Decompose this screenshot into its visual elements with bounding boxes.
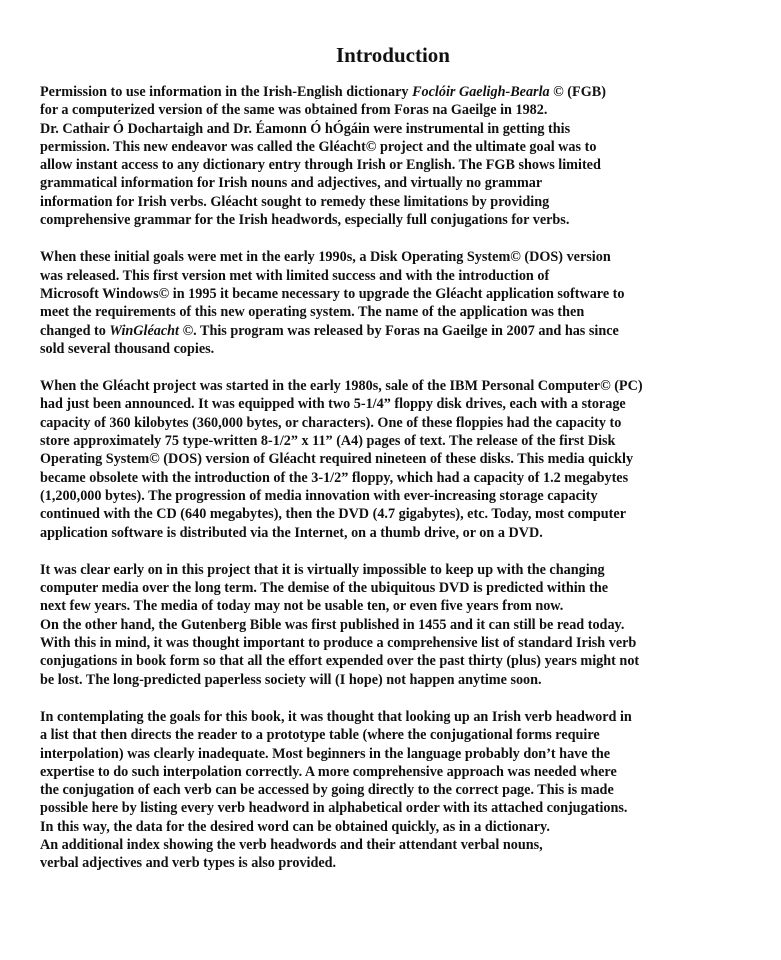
text-line: In this way, the data for the desired word can be obtained quickly, as in a dictionary. — [40, 818, 550, 835]
text-line: store approximately 75 type-written 8-1/2” x 11” (A4) pages of text. The release of the first Disk — [40, 433, 616, 450]
text-line: On the other hand, the Gutenberg Bible was first published in 1455 and it can still be read today. — [40, 616, 625, 633]
text-line: Dr. Cathair Ó Dochartaigh and Dr. Éamonn Ó hÓgáin were instrumental in getting this — [40, 120, 571, 137]
text-line: possible here by listing every verb headword in alphabetical order with its attached conjugations. — [40, 800, 628, 817]
paragraph — [40, 708, 746, 873]
text-line: application software is distributed via the Internet, on a thumb drive, or on a DVD. — [40, 524, 543, 541]
text-line: was released. This first version met with limited success and with the introduction of — [40, 267, 550, 284]
text-line: expertise to do such interpolation correctly. A more comprehensive approach was needed where — [40, 763, 617, 780]
text-line: Permission to use information in the Irish-English dictionary Foclóir Gaeligh-Bearla © (FGB) — [40, 84, 606, 100]
text-line: In contemplating the goals for this book, it was thought that looking up an Irish verb headword in — [40, 708, 632, 725]
text-line: permission. This new endeavor was called the Gléacht© project and the ultimate goal was to — [40, 138, 597, 155]
text-line: the conjugation of each verb can be accessed by going directly to the correct page. This is made — [40, 782, 614, 799]
text-line: changed to WinGléacht ©. This program was released by Foras na Gaeilge in 2007 and has since — [40, 322, 619, 339]
text-line: continued with the CD (640 megabytes), then the DVD (4.7 gigabytes), etc. Today, most computer — [40, 506, 626, 523]
document-body — [40, 83, 746, 873]
text-line: information for Irish verbs. Gléacht sought to remedy these limitations by providing — [40, 193, 550, 210]
text-line: became obsolete with the introduction of the 3-1/2” floppy, which had a capacity of 1.2 megabytes — [40, 469, 629, 486]
document-page — [40, 42, 746, 892]
text-line: meet the requirements of this new operating system. The name of the application was then — [40, 304, 585, 321]
text-line: computer media over the long term. The demise of the ubiquitous DVD is predicted within the — [40, 580, 609, 597]
text-line: had just been announced. It was equipped with two 5-1/4” floppy disk drives, each with a storage — [40, 396, 626, 413]
paragraph — [40, 377, 746, 542]
text-line: for a computerized version of the same was obtained from Foras na Gaeilge in 1982. — [40, 102, 548, 119]
text-line: grammatical information for Irish nouns and adjectives, and virtually no grammar — [40, 175, 543, 192]
text-line: be lost. The long-predicted paperless society will (I hope) not happen anytime soon. — [40, 671, 542, 688]
text-line: allow instant access to any dictionary entry through Irish or English. The FGB shows limited — [40, 157, 601, 174]
text-line: When the Gléacht project was started in the early 1980s, sale of the IBM Personal Computer© (PC) — [40, 378, 643, 395]
paragraph — [40, 83, 746, 229]
text-line: (1,200,000 bytes). The progression of media innovation with ever-increasing storage capacity — [40, 487, 598, 504]
text-line: When these initial goals were met in the early 1990s, a Disk Operating System© (DOS) version — [40, 249, 611, 266]
text-line: Microsoft Windows© in 1995 it became necessary to upgrade the Gléacht application software to — [40, 285, 625, 302]
text-line: With this in mind, it was thought important to produce a comprehensive list of standard Irish verb — [40, 635, 637, 652]
italic-title: WinGléacht — [109, 322, 180, 339]
text-line: capacity of 360 kilobytes (360,000 bytes, or characters). One of these floppies had the capacity to — [40, 414, 622, 431]
text-line: Operating System© (DOS) version of Gléacht required nineteen of these disks. This media quickly — [40, 451, 634, 468]
paragraph — [40, 248, 746, 358]
text-line: next few years. The media of today may not be usable ten, or even five years from now. — [40, 598, 564, 615]
italic-title: Foclóir Gaeligh-Bearla — [412, 84, 550, 100]
text-line: An additional index showing the verb headwords and their attendant verbal nouns, — [40, 836, 543, 853]
text-line: conjugations in book form so that all the effort expended over the past thirty (plus) years might not — [40, 653, 640, 670]
text-line: a list that then directs the reader to a prototype table (where the conjugational forms require — [40, 727, 600, 744]
paragraph — [40, 561, 746, 689]
text-line: It was clear early on in this project that it is virtually impossible to keep up with the changing — [40, 561, 605, 578]
text-line: verbal adjectives and verb types is also provided. — [40, 855, 337, 872]
text-line: comprehensive grammar for the Irish headwords, especially full conjugations for verbs. — [40, 212, 570, 229]
page-title: Introduction — [336, 43, 450, 67]
text-line: sold several thousand copies. — [40, 340, 215, 357]
text-line: interpolation) was clearly inadequate. Most beginners in the language probably don’t have the — [40, 745, 611, 762]
